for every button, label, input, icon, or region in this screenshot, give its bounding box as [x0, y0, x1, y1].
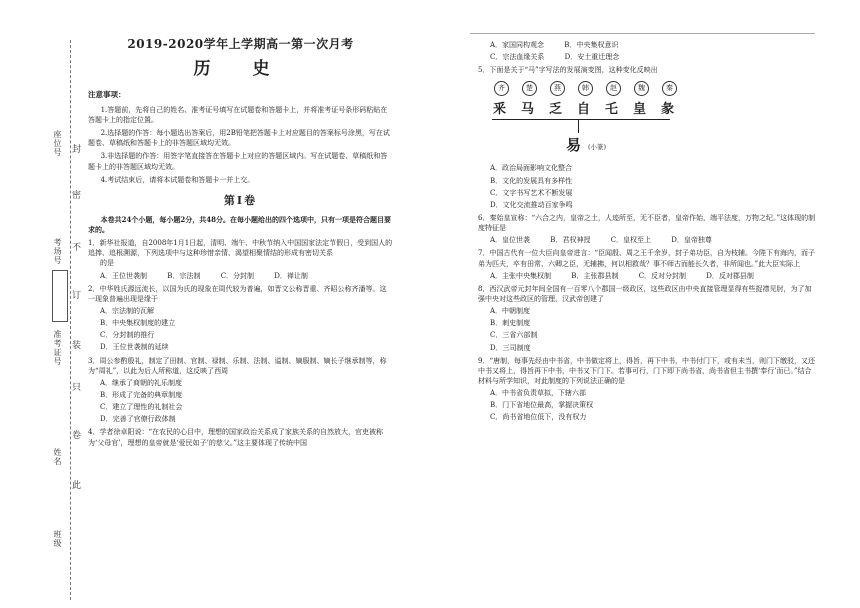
option[interactable]: D．安土重迁理念 — [564, 53, 620, 62]
option[interactable]: C．文字书写艺术不断发展 — [490, 188, 573, 197]
option[interactable]: C．尚书省地位低下，没有权力 — [490, 413, 587, 422]
right-column — [478, 38, 818, 425]
horse-character-evolution-figure — [488, 81, 688, 159]
seal-char: 卷 — [72, 431, 82, 441]
option[interactable]: C．三省六部制 — [490, 331, 538, 340]
option[interactable]: B．中央集权制度的建立 — [100, 319, 176, 328]
header-rule — [470, 33, 815, 34]
option[interactable]: D．完善了官僚行政体制 — [100, 415, 176, 424]
state-seal: 秦 — [662, 81, 677, 96]
subject-title: 历 史 — [193, 59, 288, 80]
seal-line — [70, 40, 71, 600]
question-8 — [478, 284, 818, 353]
seat-number-label: 座位号 — [53, 130, 62, 157]
notice-block — [88, 90, 393, 185]
question-4 — [88, 427, 393, 447]
option[interactable]: D．王位世袭制的延续 — [100, 343, 169, 352]
seal-char: 装 — [72, 341, 82, 351]
question-1 — [88, 238, 393, 281]
option[interactable]: A．政治局面影响文化整合 — [490, 164, 573, 173]
notice-item: 2.选择题的作答：每小题选出答案后，用2B铅笔把答题卡上对应题目的答案标号涂黑，写在试题卷、草稿纸和答题卡上的非答题区域均无效。 — [88, 129, 390, 148]
question-stem: 4．学者徐卓阳说：“在农民的心目中，理想的国家政治关系成了家族关系的自然放大，官吏被称为‘父母官’，理想的皇帝就是‘爱民如子’的慈父。”这主要体现了传统中国 — [88, 428, 384, 447]
section-instruction: 本卷共24个小题，每小题2分，共48分。在每小题给出的四个选项中，只有一项是符合题目要求的。 — [88, 214, 391, 234]
notice-item: 4.考试结束后，请将本试题卷和答题卡一并上交。 — [100, 175, 255, 184]
option[interactable]: D．反对郡县制 — [706, 271, 754, 280]
state-seal: 魏 — [634, 81, 649, 96]
notice-item: 1.答题前，先将自己的姓名、准考证号填写在试题卷和答题卡上，并将准考证号条形码粘贴在答题卡上的指定位置。 — [88, 105, 388, 125]
state-seal: 韩 — [578, 81, 593, 96]
question-stem: 2．中华姓氏源远流长，以国为氏的现象在周代较为普遍，如晋文公称晋重、齐昭公称齐潘等。这一现象普遍出现是缘于 — [88, 284, 387, 303]
figure-arrow-stem — [578, 119, 579, 133]
figure-axis-line — [492, 119, 670, 120]
ancient-glyph: 釆 — [493, 102, 507, 118]
notice-heading: 注意事项： — [88, 90, 126, 100]
ticket-number-label: 准考证号 — [53, 330, 62, 366]
seal-char: 只 — [72, 383, 82, 393]
exam-room-label: 考场号 — [53, 238, 62, 265]
question-stem: 8．西汉武帝元封年间全国有一百零八个郡国一级政区，这些政区由中央直接管理显得有些捉襟见肘，为了加强中央对这些政区的管理，汉武帝创建了 — [478, 284, 812, 303]
question-9 — [478, 356, 818, 423]
option[interactable]: A．家国同构观念 — [490, 41, 545, 49]
exam-title: 2019-2020学年上学期高一第一次月考 — [127, 37, 354, 51]
seal-char: 封 — [72, 145, 82, 155]
ancient-glyph: 自 — [577, 102, 591, 118]
name-label: 姓名 — [53, 448, 62, 466]
binding-strip — [0, 0, 100, 608]
question-3 — [88, 356, 393, 425]
option[interactable]: B．形成了完备的典章制度 — [100, 390, 183, 399]
state-seal: 齐 — [494, 81, 509, 96]
section-title: 第Ⅰ卷 — [223, 193, 258, 207]
question-stem: 6．秦始皇宣称：“六合之内，皇帝之土，人迹所至，无不臣者，皇帝作始，端平法度，万物之纪。”这体现的制度特征是 — [478, 213, 816, 233]
option[interactable]: D．三司制度 — [490, 343, 531, 352]
option[interactable]: B．刺史制度 — [490, 319, 531, 328]
option[interactable]: B．宗法制 — [167, 271, 201, 280]
option[interactable]: C．分封制的推行 — [100, 331, 155, 340]
option[interactable]: D．文化交流推动百家争鸣 — [490, 200, 573, 209]
option[interactable]: C．反对分封制 — [638, 271, 687, 280]
state-seal: 赵 — [606, 81, 621, 96]
question-stem: 5．下面是关于“马”字写法的发展演变图，这种变化反映出 — [478, 66, 658, 75]
exam-room-box[interactable] — [52, 270, 68, 322]
ancient-glyph: 皇 — [633, 102, 647, 118]
option[interactable]: A．皇位世袭 — [490, 236, 531, 245]
left-column — [88, 36, 393, 448]
option[interactable]: B．中央集权意识 — [564, 41, 619, 49]
question-stem: 7．中国古代有一位大臣向皇帝进言：“臣闻殷、周之王千余岁，封子弟功臣，自为枝辅。今陛下有海内，而子弟为匹夫，卒有田常、六卿之臣，无辅拂，何以相救哉？事不师古而能长久者，非所闻也。”此大臣实际上 — [478, 249, 816, 268]
option[interactable]: B．门下省地位最高，掌握决策权 — [490, 401, 594, 410]
state-seal: 楚 — [522, 81, 537, 96]
question-6 — [478, 213, 818, 245]
seal-char: 密 — [72, 191, 82, 201]
ancient-glyph: 马 — [521, 102, 535, 118]
option[interactable]: A．主张中央集权制 — [490, 271, 552, 280]
seal-char: 此 — [72, 481, 82, 491]
ancient-glyph: 乏 — [549, 102, 563, 118]
class-label: 班级 — [53, 530, 62, 548]
small-seal-glyph: 易 — [566, 136, 582, 155]
seal-char: 订 — [72, 291, 82, 301]
option[interactable]: D．皇帝独尊 — [671, 236, 712, 245]
seal-char: 不 — [72, 243, 82, 253]
question-stem: 3．周公参酌殷礼，制定了田制、官制、禄制、乐制、法制、谥制、嫡服制、嫡长子继承制等，称为“周礼”，以此为后人所称道，这反映了西周 — [88, 356, 387, 375]
option-row — [100, 271, 393, 281]
option-row — [490, 271, 818, 281]
option[interactable]: B．文化的发展具有多样性 — [490, 176, 573, 185]
question-stem-continued: 的是 — [100, 259, 114, 268]
question-2 — [88, 284, 393, 353]
option-row — [490, 235, 818, 245]
option-row — [490, 52, 818, 62]
option[interactable]: C．建立了理性的礼制社会 — [100, 403, 183, 412]
option[interactable]: C．宗法血缘关系 — [490, 53, 545, 62]
option[interactable]: B．君权神授 — [550, 236, 591, 245]
question-stem: 1．新华社报道，自2008年1月1日起，清明、端午、中秋节纳入中国国家法定节假日，受到国人的追捧、追根溯源，下列选项中与这种珍惜亲情、渴望相聚情结的形成有密切关系 — [88, 239, 393, 258]
option[interactable]: C．分封制 — [220, 271, 255, 280]
state-seal: 燕 — [550, 81, 565, 96]
option[interactable]: A．王位世袭制 — [100, 271, 148, 280]
question-stem: 9．“唐制，每事先经由中书省，中书做定将上，得旨，再下中书，中书付门下，或有未当，则门下缴驳，又还中书又将上，得旨再下中书，中书又下门下。若事可行，门下即下尚书省，尚书省但主书撰‘奉行’而已。”结合材料与所学知识，对此制度的下列说法正确的是 — [478, 356, 816, 385]
question-7 — [478, 248, 818, 280]
option[interactable]: A．中朝制度 — [490, 307, 531, 316]
ancient-glyph: 彖 — [661, 102, 675, 118]
small-seal-label: (小篆) — [588, 143, 607, 152]
question-5 — [478, 65, 818, 210]
option[interactable]: A．中书省负责草拟，下辖六部 — [490, 389, 587, 398]
option-row — [490, 40, 818, 50]
notice-item: 3.非选择题的作答：用签字笔直接答在答题卡上对应的答题区域内。写在试题卷、草稿纸和答题卡上的非答题区域均无效。 — [88, 152, 388, 171]
option[interactable]: A．宗法制的瓦解 — [100, 306, 155, 315]
ancient-glyph: 乇 — [605, 102, 619, 118]
option[interactable]: D．禅让制 — [274, 271, 308, 280]
option[interactable]: C．皇权至上 — [610, 236, 652, 245]
option[interactable]: B．主张郡县制 — [571, 271, 619, 280]
option[interactable]: A．继承了商朝的礼乐制度 — [100, 378, 183, 387]
